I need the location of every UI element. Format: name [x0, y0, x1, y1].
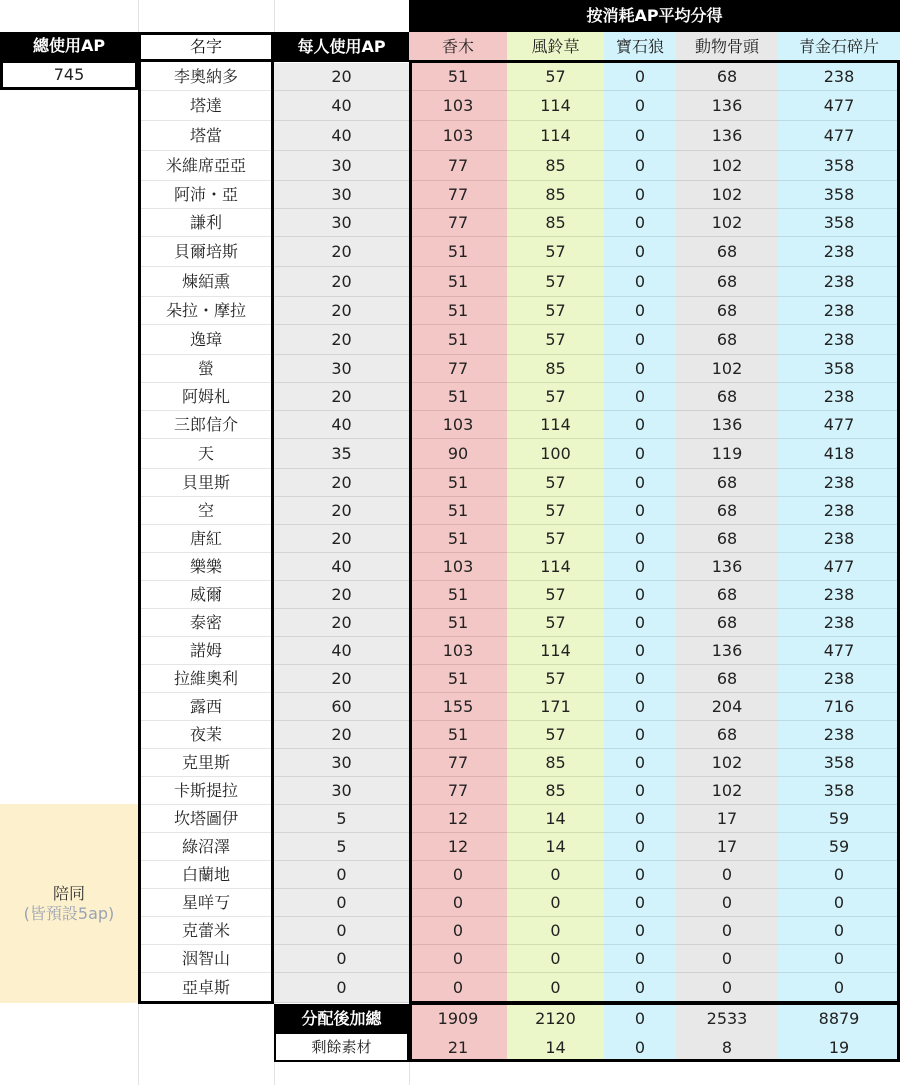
- cell-baoshilang[interactable]: 0: [604, 383, 676, 411]
- cell-name[interactable]: 樂樂: [138, 553, 274, 581]
- cell-baoshilang[interactable]: 0: [604, 209, 676, 237]
- cell-per-ap[interactable]: 20: [274, 325, 409, 355]
- cell-per-ap[interactable]: 40: [274, 553, 409, 581]
- cell-per-ap[interactable]: 40: [274, 637, 409, 665]
- cell-dongwugutou[interactable]: 0: [676, 889, 778, 917]
- cell-name[interactable]: 星咩丂: [138, 889, 274, 917]
- cell-xiangmu[interactable]: 0: [409, 945, 507, 973]
- cell-qingjinshi[interactable]: 238: [778, 267, 900, 297]
- cell-fenglingcao[interactable]: 85: [507, 181, 604, 209]
- cell-qingjinshi[interactable]: 0: [778, 917, 900, 945]
- cell-per-ap[interactable]: 40: [274, 121, 409, 151]
- cell-xiangmu[interactable]: 0: [409, 861, 507, 889]
- cell-dongwugutou[interactable]: 68: [676, 469, 778, 497]
- cell-baoshilang[interactable]: 0: [604, 693, 676, 721]
- cell-dongwugutou[interactable]: 0: [676, 945, 778, 973]
- totals-value[interactable]: 1909: [409, 1004, 507, 1034]
- companion-note: (皆預設5ap): [23, 903, 115, 923]
- cell-xiangmu[interactable]: 51: [409, 665, 507, 693]
- cell-name[interactable]: 唐紅: [138, 525, 274, 553]
- cell-fenglingcao[interactable]: 57: [507, 383, 604, 411]
- cell-xiangmu[interactable]: 103: [409, 411, 507, 439]
- column-header-fenglingcao[interactable]: 風鈴草: [507, 32, 604, 62]
- cell-baoshilang[interactable]: 0: [604, 945, 676, 973]
- cell-fenglingcao[interactable]: 57: [507, 237, 604, 267]
- cell-baoshilang[interactable]: 0: [604, 237, 676, 267]
- cell-xiangmu[interactable]: 12: [409, 833, 507, 861]
- cell-qingjinshi[interactable]: 477: [778, 91, 900, 121]
- cell-qingjinshi[interactable]: 238: [778, 581, 900, 609]
- cell-fenglingcao[interactable]: 85: [507, 777, 604, 805]
- cell-dongwugutou[interactable]: 68: [676, 63, 778, 91]
- cell-dongwugutou[interactable]: 119: [676, 439, 778, 469]
- cell-qingjinshi[interactable]: 716: [778, 693, 900, 721]
- cell-name[interactable]: 拉維奧利: [138, 665, 274, 693]
- totals-label[interactable]: 分配後加總: [274, 1004, 409, 1034]
- cell-fenglingcao[interactable]: 114: [507, 411, 604, 439]
- cell-name[interactable]: 螢: [138, 355, 274, 383]
- cell-xiangmu[interactable]: 103: [409, 637, 507, 665]
- cell-fenglingcao[interactable]: 85: [507, 209, 604, 237]
- cell-dongwugutou[interactable]: 204: [676, 693, 778, 721]
- cell-xiangmu[interactable]: 103: [409, 121, 507, 151]
- cell-name[interactable]: 李奧納多: [138, 63, 274, 91]
- cell-name[interactable]: 泰密: [138, 609, 274, 637]
- cell-xiangmu[interactable]: 51: [409, 525, 507, 553]
- column-header-name[interactable]: 名字: [138, 32, 274, 62]
- cell-dongwugutou[interactable]: 102: [676, 209, 778, 237]
- cell-dongwugutou[interactable]: 17: [676, 833, 778, 861]
- cell-baoshilang[interactable]: 0: [604, 267, 676, 297]
- cell-qingjinshi[interactable]: 238: [778, 469, 900, 497]
- cell-dongwugutou[interactable]: 68: [676, 237, 778, 267]
- cell-dongwugutou[interactable]: 136: [676, 553, 778, 581]
- cell-baoshilang[interactable]: 0: [604, 917, 676, 945]
- cell-xiangmu[interactable]: 51: [409, 581, 507, 609]
- cell-dongwugutou[interactable]: 68: [676, 497, 778, 525]
- cell-fenglingcao[interactable]: 85: [507, 151, 604, 181]
- column-header-dongwugutou[interactable]: 動物骨頭: [676, 32, 778, 62]
- cell-baoshilang[interactable]: 0: [604, 297, 676, 325]
- cell-per-ap[interactable]: 35: [274, 439, 409, 469]
- cell-per-ap[interactable]: 40: [274, 91, 409, 121]
- cell-fenglingcao[interactable]: 57: [507, 525, 604, 553]
- cell-name[interactable]: 貝爾培斯: [138, 237, 274, 267]
- cell-fenglingcao[interactable]: 114: [507, 553, 604, 581]
- cell-fenglingcao[interactable]: 57: [507, 721, 604, 749]
- column-header-per-ap[interactable]: 每人使用AP: [274, 32, 409, 62]
- cell-per-ap[interactable]: 20: [274, 525, 409, 553]
- cell-qingjinshi[interactable]: 238: [778, 721, 900, 749]
- cell-xiangmu[interactable]: 77: [409, 355, 507, 383]
- cell-qingjinshi[interactable]: 358: [778, 209, 900, 237]
- cell-xiangmu[interactable]: 103: [409, 553, 507, 581]
- cell-fenglingcao[interactable]: 57: [507, 63, 604, 91]
- cell-xiangmu[interactable]: 51: [409, 237, 507, 267]
- cell-qingjinshi[interactable]: 0: [778, 861, 900, 889]
- cell-name[interactable]: 塔達: [138, 91, 274, 121]
- cell-per-ap[interactable]: 5: [274, 833, 409, 861]
- cell-baoshilang[interactable]: 0: [604, 439, 676, 469]
- remainder-value[interactable]: 19: [778, 1034, 900, 1062]
- cell-qingjinshi[interactable]: 238: [778, 525, 900, 553]
- cell-dongwugutou[interactable]: 68: [676, 325, 778, 355]
- cell-xiangmu[interactable]: 51: [409, 497, 507, 525]
- cell-fenglingcao[interactable]: 57: [507, 325, 604, 355]
- total-ap-label[interactable]: 總使用AP: [0, 32, 138, 60]
- column-header-qingjinshi[interactable]: 青金石碎片: [778, 32, 900, 62]
- cell-name[interactable]: 塔當: [138, 121, 274, 151]
- cell-xiangmu[interactable]: 77: [409, 749, 507, 777]
- totals-value[interactable]: 0: [604, 1004, 676, 1034]
- companion-block[interactable]: [0, 804, 138, 1003]
- cell-xiangmu[interactable]: 77: [409, 181, 507, 209]
- cell-baoshilang[interactable]: 0: [604, 469, 676, 497]
- cell-baoshilang[interactable]: 0: [604, 721, 676, 749]
- cell-dongwugutou[interactable]: 68: [676, 665, 778, 693]
- cell-name[interactable]: 諾姆: [138, 637, 274, 665]
- cell-baoshilang[interactable]: 0: [604, 973, 676, 1003]
- cell-baoshilang[interactable]: 0: [604, 525, 676, 553]
- cell-per-ap[interactable]: 20: [274, 609, 409, 637]
- cell-per-ap[interactable]: 20: [274, 267, 409, 297]
- cell-qingjinshi[interactable]: 238: [778, 497, 900, 525]
- cell-qingjinshi[interactable]: 358: [778, 749, 900, 777]
- cell-name[interactable]: 天: [138, 439, 274, 469]
- cell-dongwugutou[interactable]: 0: [676, 917, 778, 945]
- cell-baoshilang[interactable]: 0: [604, 889, 676, 917]
- cell-per-ap[interactable]: 20: [274, 383, 409, 411]
- cell-qingjinshi[interactable]: 59: [778, 833, 900, 861]
- remainder-value[interactable]: 8: [676, 1034, 778, 1062]
- cell-dongwugutou[interactable]: 68: [676, 609, 778, 637]
- totals-value[interactable]: 2533: [676, 1004, 778, 1034]
- cell-name[interactable]: 威爾: [138, 581, 274, 609]
- cell-dongwugutou[interactable]: 136: [676, 411, 778, 439]
- cell-per-ap[interactable]: 0: [274, 889, 409, 917]
- cell-fenglingcao[interactable]: 14: [507, 833, 604, 861]
- cell-xiangmu[interactable]: 51: [409, 383, 507, 411]
- cell-fenglingcao[interactable]: 14: [507, 805, 604, 833]
- cell-per-ap[interactable]: 30: [274, 777, 409, 805]
- cell-xiangmu[interactable]: 77: [409, 209, 507, 237]
- cell-qingjinshi[interactable]: 477: [778, 637, 900, 665]
- cell-dongwugutou[interactable]: 0: [676, 973, 778, 1003]
- cell-name[interactable]: 煉絔熏: [138, 267, 274, 297]
- cell-xiangmu[interactable]: 51: [409, 325, 507, 355]
- remainder-value[interactable]: 0: [604, 1034, 676, 1062]
- cell-fenglingcao[interactable]: 85: [507, 749, 604, 777]
- column-header-xiangmu[interactable]: 香木: [409, 32, 507, 62]
- cell-xiangmu[interactable]: 51: [409, 297, 507, 325]
- cell-qingjinshi[interactable]: 59: [778, 805, 900, 833]
- cell-qingjinshi[interactable]: 358: [778, 181, 900, 209]
- cell-per-ap[interactable]: 20: [274, 581, 409, 609]
- total-ap-value[interactable]: 745: [0, 60, 138, 90]
- cell-name[interactable]: 米維席亞亞: [138, 151, 274, 181]
- cell-qingjinshi[interactable]: 0: [778, 889, 900, 917]
- cell-name[interactable]: 空: [138, 497, 274, 525]
- cell-fenglingcao[interactable]: 0: [507, 973, 604, 1003]
- cell-baoshilang[interactable]: 0: [604, 63, 676, 91]
- cell-fenglingcao[interactable]: 0: [507, 917, 604, 945]
- cell-baoshilang[interactable]: 0: [604, 749, 676, 777]
- cell-xiangmu[interactable]: 77: [409, 151, 507, 181]
- cell-fenglingcao[interactable]: 57: [507, 609, 604, 637]
- cell-qingjinshi[interactable]: 358: [778, 151, 900, 181]
- cell-per-ap[interactable]: 0: [274, 973, 409, 1003]
- cell-qingjinshi[interactable]: 238: [778, 325, 900, 355]
- cell-qingjinshi[interactable]: 238: [778, 383, 900, 411]
- cell-fenglingcao[interactable]: 57: [507, 469, 604, 497]
- companion-title: 陪同: [52, 883, 85, 903]
- cell-name[interactable]: 謙利: [138, 209, 274, 237]
- cell-name[interactable]: 三郎信介: [138, 411, 274, 439]
- cell-dongwugutou[interactable]: 0: [676, 861, 778, 889]
- cell-per-ap[interactable]: 20: [274, 297, 409, 325]
- cell-dongwugutou[interactable]: 68: [676, 581, 778, 609]
- cell-dongwugutou[interactable]: 68: [676, 721, 778, 749]
- cell-baoshilang[interactable]: 0: [604, 805, 676, 833]
- cell-per-ap[interactable]: 30: [274, 181, 409, 209]
- cell-name[interactable]: 洇智山: [138, 945, 274, 973]
- cell-fenglingcao[interactable]: 85: [507, 355, 604, 383]
- cell-xiangmu[interactable]: 90: [409, 439, 507, 469]
- cell-fenglingcao[interactable]: 57: [507, 581, 604, 609]
- cell-name[interactable]: 白蘭地: [138, 861, 274, 889]
- cell-per-ap[interactable]: 20: [274, 237, 409, 267]
- cell-fenglingcao[interactable]: 57: [507, 297, 604, 325]
- column-header-baoshilang[interactable]: 寶石狼: [604, 32, 676, 62]
- cell-name[interactable]: 坎塔圖伊: [138, 805, 274, 833]
- cell-qingjinshi[interactable]: 477: [778, 121, 900, 151]
- cell-baoshilang[interactable]: 0: [604, 497, 676, 525]
- cell-per-ap[interactable]: 0: [274, 917, 409, 945]
- cell-dongwugutou[interactable]: 136: [676, 91, 778, 121]
- cell-fenglingcao[interactable]: 100: [507, 439, 604, 469]
- cell-xiangmu[interactable]: 51: [409, 63, 507, 91]
- cell-name[interactable]: 阿姆札: [138, 383, 274, 411]
- cell-dongwugutou[interactable]: 102: [676, 749, 778, 777]
- cell-qingjinshi[interactable]: 238: [778, 609, 900, 637]
- cell-dongwugutou[interactable]: 17: [676, 805, 778, 833]
- cell-fenglingcao[interactable]: 114: [507, 91, 604, 121]
- cell-xiangmu[interactable]: 12: [409, 805, 507, 833]
- cell-name[interactable]: 阿沛・亞: [138, 181, 274, 209]
- totals-value[interactable]: 2120: [507, 1004, 604, 1034]
- cell-baoshilang[interactable]: 0: [604, 91, 676, 121]
- cell-name[interactable]: 貝里斯: [138, 469, 274, 497]
- remainder-value[interactable]: 14: [507, 1034, 604, 1062]
- cell-dongwugutou[interactable]: 68: [676, 267, 778, 297]
- cell-xiangmu[interactable]: 51: [409, 267, 507, 297]
- cell-baoshilang[interactable]: 0: [604, 355, 676, 383]
- cell-baoshilang[interactable]: 0: [604, 121, 676, 151]
- cell-qingjinshi[interactable]: 0: [778, 945, 900, 973]
- cell-dongwugutou[interactable]: 102: [676, 181, 778, 209]
- cell-per-ap[interactable]: 20: [274, 665, 409, 693]
- cell-per-ap[interactable]: 30: [274, 209, 409, 237]
- cell-name[interactable]: 夜茉: [138, 721, 274, 749]
- cell-dongwugutou[interactable]: 102: [676, 151, 778, 181]
- cell-baoshilang[interactable]: 0: [604, 411, 676, 439]
- totals-value[interactable]: 8879: [778, 1004, 900, 1034]
- cell-baoshilang[interactable]: 0: [604, 151, 676, 181]
- cell-baoshilang[interactable]: 0: [604, 861, 676, 889]
- cell-fenglingcao[interactable]: 114: [507, 637, 604, 665]
- cell-per-ap[interactable]: 20: [274, 497, 409, 525]
- cell-per-ap[interactable]: 20: [274, 469, 409, 497]
- cell-per-ap[interactable]: 40: [274, 411, 409, 439]
- cell-fenglingcao[interactable]: 57: [507, 665, 604, 693]
- cell-xiangmu[interactable]: 51: [409, 721, 507, 749]
- cell-per-ap[interactable]: 5: [274, 805, 409, 833]
- cell-fenglingcao[interactable]: 57: [507, 497, 604, 525]
- cell-qingjinshi[interactable]: 477: [778, 553, 900, 581]
- cell-dongwugutou[interactable]: 102: [676, 777, 778, 805]
- cell-per-ap[interactable]: 30: [274, 355, 409, 383]
- cell-per-ap[interactable]: 0: [274, 861, 409, 889]
- remainder-label[interactable]: 剩餘素材: [274, 1034, 409, 1062]
- cell-per-ap[interactable]: 30: [274, 151, 409, 181]
- cell-name[interactable]: 克蕾米: [138, 917, 274, 945]
- cell-name[interactable]: 卡斯提拉: [138, 777, 274, 805]
- cell-name[interactable]: 克里斯: [138, 749, 274, 777]
- cell-name[interactable]: 朵拉・摩拉: [138, 297, 274, 325]
- cell-baoshilang[interactable]: 0: [604, 637, 676, 665]
- cell-xiangmu[interactable]: 51: [409, 469, 507, 497]
- cell-baoshilang[interactable]: 0: [604, 553, 676, 581]
- cell-xiangmu[interactable]: 103: [409, 91, 507, 121]
- cell-baoshilang[interactable]: 0: [604, 833, 676, 861]
- cell-qingjinshi[interactable]: 238: [778, 665, 900, 693]
- cell-xiangmu[interactable]: 0: [409, 889, 507, 917]
- cell-baoshilang[interactable]: 0: [604, 665, 676, 693]
- cell-xiangmu[interactable]: 51: [409, 609, 507, 637]
- cell-name[interactable]: 逸璋: [138, 325, 274, 355]
- cell-fenglingcao[interactable]: 57: [507, 267, 604, 297]
- cell-xiangmu[interactable]: 0: [409, 973, 507, 1003]
- cell-per-ap[interactable]: 30: [274, 749, 409, 777]
- cell-baoshilang[interactable]: 0: [604, 777, 676, 805]
- cell-fenglingcao[interactable]: 0: [507, 861, 604, 889]
- cell-qingjinshi[interactable]: 0: [778, 973, 900, 1003]
- cell-dongwugutou[interactable]: 136: [676, 121, 778, 151]
- cell-qingjinshi[interactable]: 238: [778, 63, 900, 91]
- cell-qingjinshi[interactable]: 358: [778, 355, 900, 383]
- cell-baoshilang[interactable]: 0: [604, 609, 676, 637]
- cell-per-ap[interactable]: 0: [274, 945, 409, 973]
- cell-fenglingcao[interactable]: 114: [507, 121, 604, 151]
- cell-qingjinshi[interactable]: 358: [778, 777, 900, 805]
- group-header[interactable]: 按消耗AP平均分得: [409, 0, 900, 32]
- cell-baoshilang[interactable]: 0: [604, 181, 676, 209]
- cell-baoshilang[interactable]: 0: [604, 325, 676, 355]
- cell-name[interactable]: 綠沼澤: [138, 833, 274, 861]
- cell-per-ap[interactable]: 20: [274, 63, 409, 91]
- cell-qingjinshi[interactable]: 477: [778, 411, 900, 439]
- cell-qingjinshi[interactable]: 238: [778, 297, 900, 325]
- cell-per-ap[interactable]: 60: [274, 693, 409, 721]
- cell-name[interactable]: 亞卓斯: [138, 973, 274, 1003]
- cell-fenglingcao[interactable]: 0: [507, 889, 604, 917]
- cell-dongwugutou[interactable]: 68: [676, 297, 778, 325]
- cell-xiangmu[interactable]: 0: [409, 917, 507, 945]
- cell-fenglingcao[interactable]: 0: [507, 945, 604, 973]
- cell-dongwugutou[interactable]: 68: [676, 525, 778, 553]
- cell-name[interactable]: 露西: [138, 693, 274, 721]
- cell-dongwugutou[interactable]: 68: [676, 383, 778, 411]
- cell-fenglingcao[interactable]: 171: [507, 693, 604, 721]
- cell-xiangmu[interactable]: 77: [409, 777, 507, 805]
- cell-qingjinshi[interactable]: 238: [778, 237, 900, 267]
- cell-per-ap[interactable]: 20: [274, 721, 409, 749]
- cell-dongwugutou[interactable]: 136: [676, 637, 778, 665]
- cell-xiangmu[interactable]: 155: [409, 693, 507, 721]
- cell-qingjinshi[interactable]: 418: [778, 439, 900, 469]
- remainder-value[interactable]: 21: [409, 1034, 507, 1062]
- cell-dongwugutou[interactable]: 102: [676, 355, 778, 383]
- cell-baoshilang[interactable]: 0: [604, 581, 676, 609]
